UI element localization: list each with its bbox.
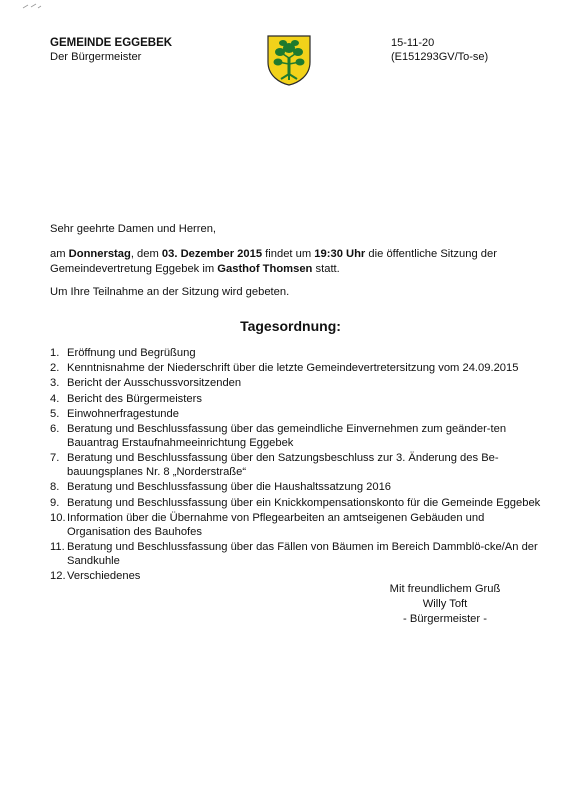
meeting-time: 19:30 Uhr <box>314 248 366 260</box>
text-run: findet um <box>262 248 315 260</box>
text-run: die öffentliche Sitzung der Gemeindevertretung Eggebek im <box>50 248 497 275</box>
meeting-day: Donnerstag <box>68 248 131 260</box>
agenda-item-number: 12. <box>50 570 66 583</box>
agenda-item-number: 9. <box>50 496 60 509</box>
text-run: statt. <box>312 263 340 275</box>
text-run: , dem <box>130 248 162 260</box>
agenda-item-number: 2. <box>50 362 60 375</box>
agenda-item-text: Information über die Übernahme von Pflegearbeiten an amtseigenen Gebäuden und Organisation des Bauhofes <box>67 511 485 538</box>
text-run: am <box>50 248 69 260</box>
agenda-item <box>50 496 550 510</box>
agenda-item <box>50 540 550 568</box>
agenda-item-number: 5. <box>50 407 60 420</box>
agenda-item-text: Beratung und Beschlussfassung über das gemeindliche Einvernehmen zum geänder-ten Bauantrag Erstaufnahmeeinrichtung Eggebek <box>67 422 507 449</box>
agenda-item-number: 8. <box>50 481 60 494</box>
agenda-item-text: Beratung und Beschlussfassung über das Fällen von Bäumen im Bereich Dammblö-cke/An der Sandkuhle <box>67 540 538 567</box>
agenda-item-text: Beratung und Beschlussfassung über die Haushaltssatzung 2016 <box>67 481 392 494</box>
invitation-paragraph <box>50 247 540 277</box>
agenda-item-text: Verschiedenes <box>67 570 141 583</box>
municipal-coat-of-arms-icon <box>266 34 312 86</box>
closing-greeting: Mit freundlichem Gruß <box>389 583 501 595</box>
letter-date: 15-11-20 <box>391 37 435 49</box>
agenda-item-number: 7. <box>50 452 60 465</box>
reference-number: (E151293GV/To-se) <box>391 51 489 63</box>
agenda-item-text: Kenntnisnahme der Niederschrift über die letzte Gemeindevertretersitzung vom 24.09.2015 <box>67 362 519 375</box>
meeting-venue: Gasthof Thomsen <box>217 263 313 275</box>
closing-block <box>360 582 530 627</box>
agenda-item-text: Bericht der Ausschussvorsitzenden <box>67 377 242 390</box>
agenda-item <box>50 361 550 375</box>
agenda-item-number: 3. <box>50 377 60 390</box>
attendance-request: Um Ihre Teilnahme an der Sitzung wird gebeten. <box>50 286 290 298</box>
agenda-item <box>50 422 550 450</box>
agenda-item <box>50 480 550 494</box>
scan-artifact-mark <box>22 2 42 10</box>
municipality-name: GEMEINDE EGGEBEK <box>50 37 173 49</box>
agenda-item-text: Bericht des Bürgermeisters <box>67 392 202 405</box>
agenda-item-text: Beratung und Beschlussfassung über den Satzungsbeschluss zur 3. Änderung des Be-bauungsplanes Nr. 8 „Norderstraße“ <box>67 452 499 479</box>
agenda-item-number: 1. <box>50 347 60 359</box>
letter-meta <box>391 36 488 64</box>
salutation: Sehr geehrte Damen und Herren, <box>50 223 217 235</box>
agenda-item-number: 10. <box>50 511 66 524</box>
agenda-list <box>50 346 550 584</box>
agenda-item-text: Beratung und Beschlussfassung über ein Knickkompensationskonto für die Gemeinde Eggebek <box>67 496 541 509</box>
agenda-item-number: 6. <box>50 422 60 435</box>
agenda-item-text: Einwohnerfragestunde <box>67 407 179 420</box>
agenda-item <box>50 451 550 479</box>
agenda-item-number: 11. <box>50 540 65 553</box>
agenda-item-number: 4. <box>50 392 60 405</box>
agenda-item-text: Eröffnung und Begrüßung <box>67 347 196 359</box>
agenda-item <box>50 407 550 421</box>
agenda-item <box>50 376 550 390</box>
agenda-item <box>50 392 550 406</box>
agenda-title: Tagesordnung: <box>240 318 341 334</box>
sender-role: Der Bürgermeister <box>50 51 142 63</box>
letterhead-sender <box>50 36 172 64</box>
signatory-title: - Bürgermeister - <box>403 613 487 625</box>
agenda-item <box>50 346 550 360</box>
agenda-item <box>50 569 550 583</box>
agenda-item <box>50 511 550 539</box>
meeting-date: 03. Dezember 2015 <box>161 248 263 260</box>
signatory-name: Willy Toft <box>422 598 468 610</box>
